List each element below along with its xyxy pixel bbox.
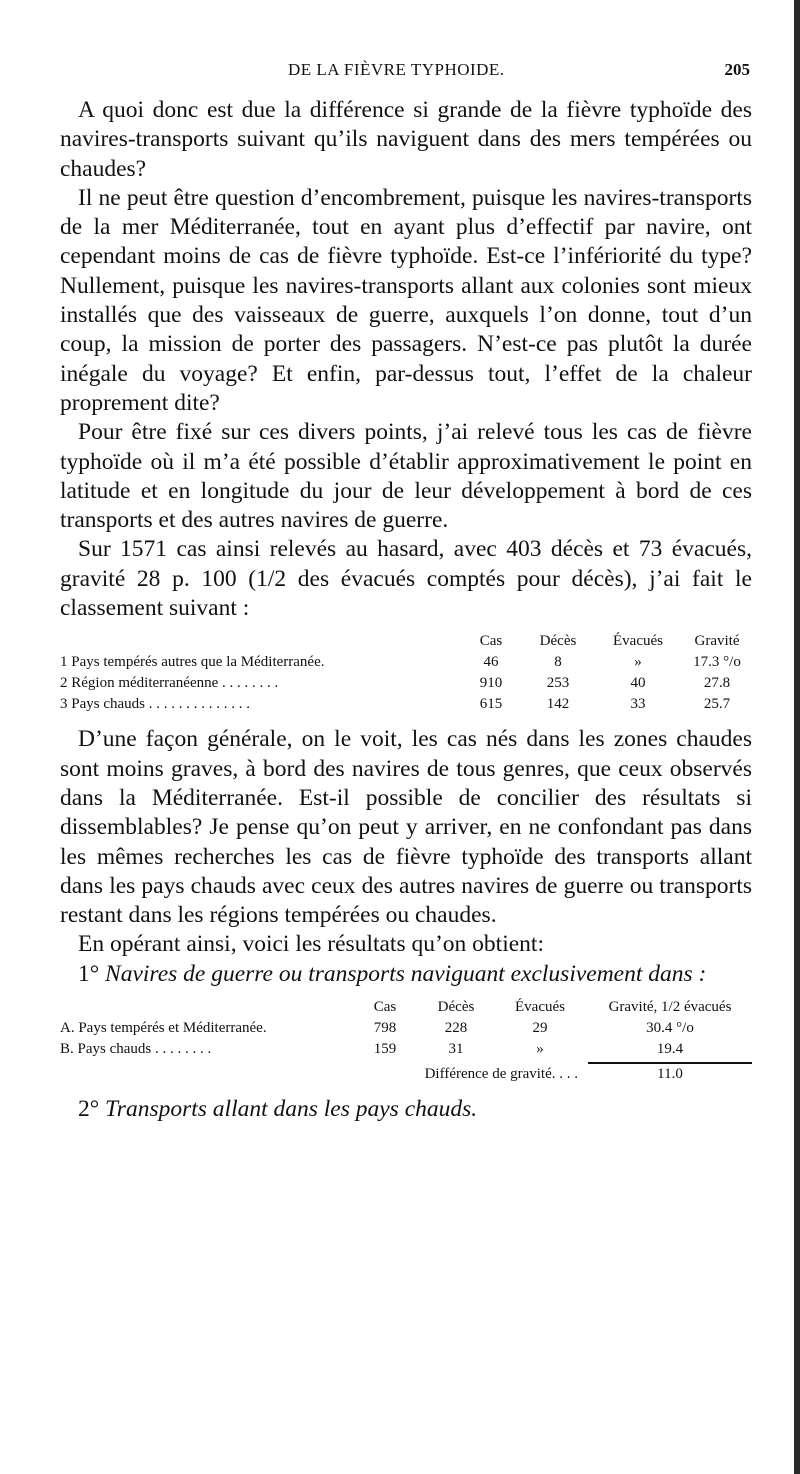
- section-2-title: Transports allant dans les pays chauds.: [105, 1096, 478, 1123]
- cell-deces: 253: [546, 675, 570, 692]
- col-header-evacues: Évacués: [613, 633, 663, 650]
- cell-gravite: 17.3 °/o: [693, 654, 741, 671]
- table-row: [60, 673, 752, 694]
- table-row: [60, 694, 752, 715]
- row-label: 1 Pays tempérés autres que la Méditerranée.: [60, 654, 325, 671]
- cell-cas: 46: [483, 654, 499, 671]
- table-row: [60, 1039, 752, 1060]
- section-2-number: 2°: [78, 1096, 100, 1123]
- col-header-deces: Décès: [437, 999, 475, 1016]
- cell-deces: 8: [554, 654, 562, 671]
- col-header-cas: Cas: [479, 633, 503, 650]
- table-2-header: [60, 997, 752, 1018]
- cell-gravite: 27.8: [703, 675, 731, 692]
- table-2: [60, 997, 752, 1085]
- row-label: B. Pays chauds . . . . . . . .: [60, 1041, 212, 1058]
- paragraph-3: Pour être fixé sur ces divers points, j’ai relevé tous les cas de fièvre typhoïde où il m’a été possible d’établir approximativement le point en latitude et en longitude du jour de leur développement à bord de ces transports et des autres navires de guerre.: [60, 419, 752, 534]
- cell-cas: 910: [479, 675, 503, 692]
- row-label: 2 Région méditerranéenne . . . . . . . .: [60, 675, 279, 692]
- col-header-gravite: Gravité, 1/2 évacués: [608, 999, 732, 1016]
- cell-cas: 615: [479, 696, 503, 713]
- section-1-number: 1°: [78, 960, 100, 987]
- cell-evacues: 33: [630, 696, 646, 713]
- paragraph-6: En opérant ainsi, voici les résultats qu’on obtient:: [78, 931, 544, 958]
- cell-evacues: »: [634, 654, 642, 671]
- section-2-heading: [60, 1095, 752, 1124]
- body-text: [60, 96, 752, 1124]
- row-label: A. Pays tempérés et Méditerranée.: [60, 1020, 267, 1037]
- difference-label: Différence de gravité. . . .: [424, 1066, 578, 1083]
- table-1: [60, 631, 752, 715]
- col-header-evacues: Évacués: [515, 999, 565, 1016]
- cell-gravite: 19.4: [656, 1041, 684, 1058]
- col-header-cas: Cas: [373, 999, 397, 1016]
- table-1-header: [60, 631, 752, 652]
- section-1-title: Navires de guerre ou transports naviguant exclusivement dans :: [105, 960, 707, 987]
- table-row: [60, 1018, 752, 1039]
- cell-deces: 31: [448, 1041, 464, 1058]
- difference-value: 11.0: [588, 1062, 752, 1085]
- col-header-deces: Décès: [539, 633, 577, 650]
- cell-cas: 159: [373, 1041, 397, 1058]
- page-header: [60, 58, 750, 88]
- cell-evacues: 40: [630, 675, 646, 692]
- paragraph-5: D’une façon générale, on le voit, les cas nés dans les zones chaudes sont moins graves, à bord des navires de tous genres, que ceux observés dans la Méditerranée. Est-il possible de concilier des résultats si dissemblables? Je pense qu’on peut y arriver, en ne confondant pas dans les mêmes recherches les cas de fièvre typhoïde des transports allant dans les pays chauds avec ceux des autres navires de guerre ou transports restant dans les régions tempérées ou chaudes.: [60, 726, 752, 929]
- col-header-gravite: Gravité: [694, 633, 740, 650]
- cell-evacues: 29: [532, 1020, 548, 1037]
- difference-row: [60, 1062, 752, 1085]
- page-edge-shadow: [794, 0, 800, 1474]
- table-row: [60, 652, 752, 673]
- paragraph-1: A quoi donc est due la différence si grande de la fièvre typhoïde des navires-transports suivant qu’ils naviguent dans des mers tempérées ou chaudes?: [60, 97, 752, 182]
- section-1-heading: [60, 960, 752, 989]
- cell-cas: 798: [373, 1020, 397, 1037]
- paragraph-4: Sur 1571 cas ainsi relevés au hasard, avec 403 décès et 73 évacués, gravité 28 p. 100 (1/2 des évacués comptés pour décès), j’ai fait le classement suivant :: [60, 536, 752, 622]
- cell-deces: 142: [546, 696, 570, 713]
- cell-gravite: 25.7: [703, 696, 731, 713]
- page-number: 205: [724, 60, 750, 79]
- cell-deces: 228: [444, 1020, 468, 1037]
- cell-evacues: »: [536, 1041, 544, 1058]
- running-title: DE LA FIÈVRE TYPHOIDE.: [288, 60, 505, 79]
- paragraph-2: Il ne peut être question d’encombrement, puisque les navires-transports de la mer Méditerranée, tout en ayant plus d’effectif par navire, ont cependant moins de cas de fièvre typhoïde. Est-ce l’infériorité du type? Nullement, puisque les navires-transports allant aux colonies sont mieux installés que des vaisseaux de guerre, auxquels l’on donne, tout d’un coup, la mission de porter des passagers. N’est-ce pas plutôt la durée inégale du voyage? Et enfin, par-dessus tout, l’effet de la chaleur proprement dite?: [60, 184, 752, 416]
- row-label: 3 Pays chauds . . . . . . . . . . . . . .: [60, 696, 250, 713]
- cell-gravite: 30.4 °/o: [646, 1020, 694, 1037]
